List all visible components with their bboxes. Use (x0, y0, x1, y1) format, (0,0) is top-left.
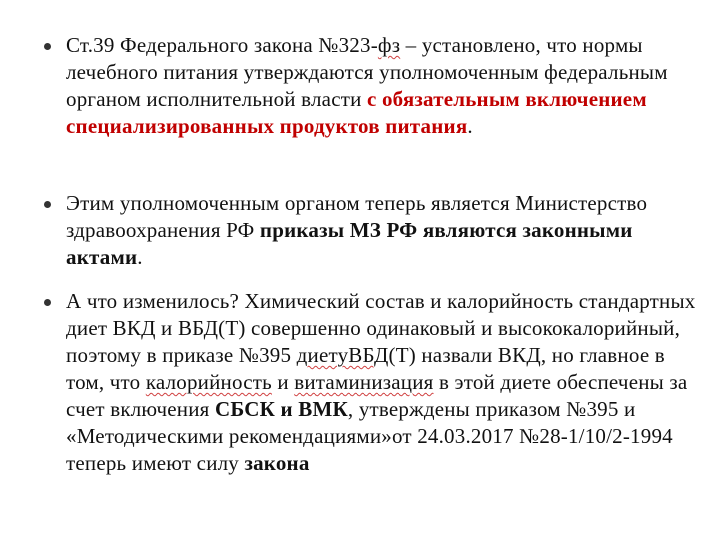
bullet-dot-icon (44, 43, 51, 50)
text-run: Ст.39 Федерального закона №323- (66, 33, 378, 57)
text-run: , утверждены приказом №395 и «Методическими рекомендациями»от 24.03.2017 №28-1/10/2-1994 теперь имеют силу (66, 397, 673, 475)
spellcheck-underlined-word: диетуВБД (296, 343, 389, 367)
bullet-text (66, 190, 706, 271)
text-run: . (467, 114, 473, 138)
text-run: . (137, 245, 143, 269)
bullet-dot-icon (44, 201, 51, 208)
text-run: (Т) назвали ВКД, но главное в том, что (66, 343, 665, 394)
bold-text: приказы МЗ РФ являются законными актами (66, 218, 633, 269)
bullet-text (66, 288, 706, 477)
spellcheck-underlined-word: витаминизация (294, 370, 434, 394)
highlighted-red-text: с обязательным включением специализированных продуктов питания (66, 87, 647, 138)
bold-text: СБСК и ВМК (214, 397, 348, 421)
bullet-text (66, 32, 706, 140)
text-run: А что изменилось? Химический состав и калорийность стандартных диет ВКД и ВБД(Т) совершенно одинаковый и высококалорийный, поэтому в приказе №395 (66, 289, 696, 367)
spellcheck-underlined-word: фз (377, 33, 401, 57)
text-run: в этой диете обеспечены за счет включения (66, 370, 688, 421)
text-run: и (271, 370, 295, 394)
bold-text: закона (244, 451, 310, 475)
text-run: – установлено, что нормы лечебного питания утверждаются уполномоченным федеральным органом исполнительной власти (66, 33, 668, 111)
spellcheck-underlined-word: калорийность (145, 370, 272, 394)
text-run: Этим уполномоченным органом теперь является Министерство здравоохранения РФ (66, 191, 648, 242)
bullet-dot-icon (44, 299, 51, 306)
